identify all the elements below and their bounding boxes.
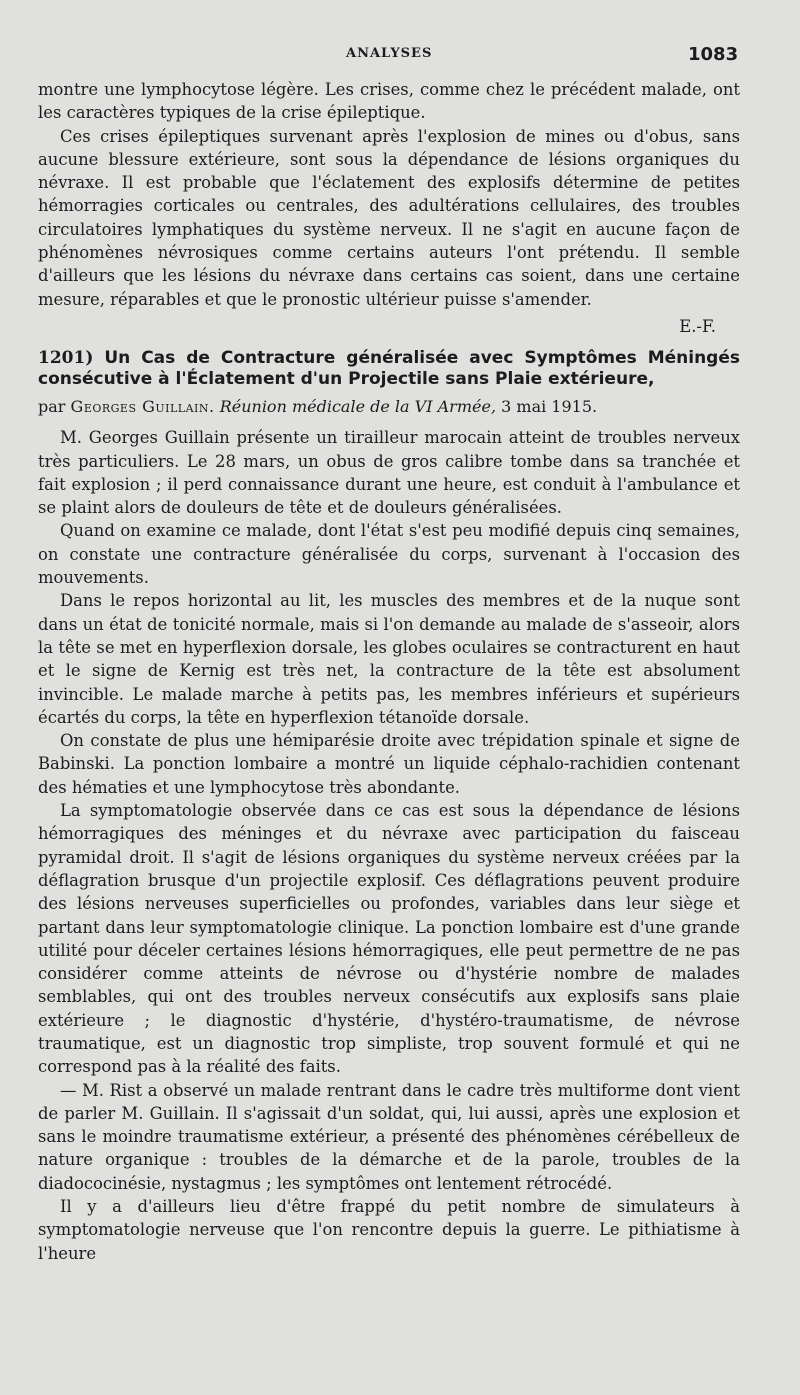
article-author: Georges Guillain.	[70, 397, 215, 417]
article-date: 3 mai 1915.	[501, 397, 598, 417]
byline-par: par	[38, 397, 66, 417]
article-journal: Réunion médicale de la VI Armée,	[219, 397, 497, 417]
article-byline	[38, 396, 740, 418]
article-number: 1201)	[38, 348, 94, 369]
body-text	[38, 78, 740, 1265]
article-heading	[38, 348, 740, 390]
paragraph: Dans le repos horizontal au lit, les muscles des membres et de la nuque sont dans un état de tonicité normale, mais si l'on demande au malade de s'asseoir, alors la tête se met en hyperflexion dorsale, les globes oculaires se contracturent en haut et le signe de Kernig est très net, la contracture de la tête est absolument invincible. Le malade marche à petits pas, les membres inférieurs et supérieurs écartés du corps, la tête en hyperflexion tétanoïde dorsale.	[38, 591, 740, 727]
page-number: 1083	[688, 44, 739, 65]
running-head	[0, 44, 800, 68]
paragraph: Ces crises épileptiques survenant après l'explosion de mines ou d'obus, sans aucune blessure extérieure, sont sous la dépendance de lésions organiques du névraxe. Il est probable que l'éclatement des explosifs détermine de petites hémorragies corticales ou centrales, des adultérations cellulaires, des troubles circulatoires lymphatiques du système nerveux. Il ne s'agit en aucune façon de phénomènes névrosiques comme certains auteurs l'ont prétendu. Il semble d'ailleurs que les lésions du névraxe dans certains cas soient, dans une certaine mesure, réparables et que le pronostic ultérieur puisse s'amender.	[38, 126, 740, 309]
paragraph: La symptomatologie observée dans ce cas est sous la dépendance de lésions hémorragiques des méninges et du névraxe avec participation du faisceau pyramidal droit. Il s'agit de lésions organiques du système nerveux créées par la déflagration brusque d'un projectile explosif. Ces déflagrations peuvent produire des lésions nerveuses superficielles ou profondes, variables dans leur siège et partant dans leur symptomatologie clinique. La ponction lombaire est d'une grande utilité pour déceler certaines lésions hémorragiques, elle peut permettre de ne pas considérer comme atteints de névrose ou d'hystérie nombre de malades semblables, qui ont des troubles nerveux consécutifs aux explosifs sans plaie extérieure ; le diagnostic d'hystérie, d'hystéro-traumatisme, de névrose traumatique, est un diagnostic trop simpliste, trop souvent formulé et qui ne correspond pas à la réalité des faits.	[38, 801, 740, 1077]
running-head-section: ANALYSES	[346, 46, 433, 61]
paragraph: Quand on examine ce malade, dont l'état s'est peu modifié depuis cinq semaines, on constate une contracture généralisée du corps, survenant à l'occasion des mouvements.	[38, 521, 740, 588]
paragraph: On constate de plus une hémiparésie droite avec trépidation spinale et signe de Babinski. La ponction lombaire a montré un liquide céphalo-rachidien contenant des hématies et une lymphocytose très abondante.	[38, 731, 740, 797]
paragraph: Il y a d'ailleurs lieu d'être frappé du petit nombre de simulateurs à symptomatologie nerveuse que l'on rencontre depuis la guerre. Le pithiatisme à l'heure	[38, 1197, 740, 1263]
paragraph-continued: montre une lymphocytose légère. Les crises, comme chez le précédent malade, ont les caractères typiques de la crise épileptique.	[38, 80, 740, 123]
signature: E.-F.	[679, 316, 716, 336]
article-title: Un Cas de Contracture généralisée avec Symptômes Méningés consécutive à l'Éclatement d'un Projectile sans Plaie extérieure,	[38, 348, 740, 390]
paragraph: M. Georges Guillain présente un tirailleur marocain atteint de troubles nerveux très particuliers. Le 28 mars, un obus de gros calibre tombe dans sa tranchée et fait explosion ; il perd connaissance durant une heure, est conduit à l'ambulance et se plaint alors de douleurs de tête et de douleurs généralisées.	[38, 428, 740, 518]
paragraph: — M. Rist a observé un malade rentrant dans le cadre très multiforme dont vient de parler M. Guillain. Il s'agissait d'un soldat, qui, lui aussi, après une explosion et sans le moindre traumatisme extérieur, a présenté des phénomènes cérébelleux de nature organique : troubles de la démarche et de la parole, troubles de la diadococinésie, nystagmus ; les symptômes ont lentement rétrocédé.	[38, 1080, 740, 1193]
